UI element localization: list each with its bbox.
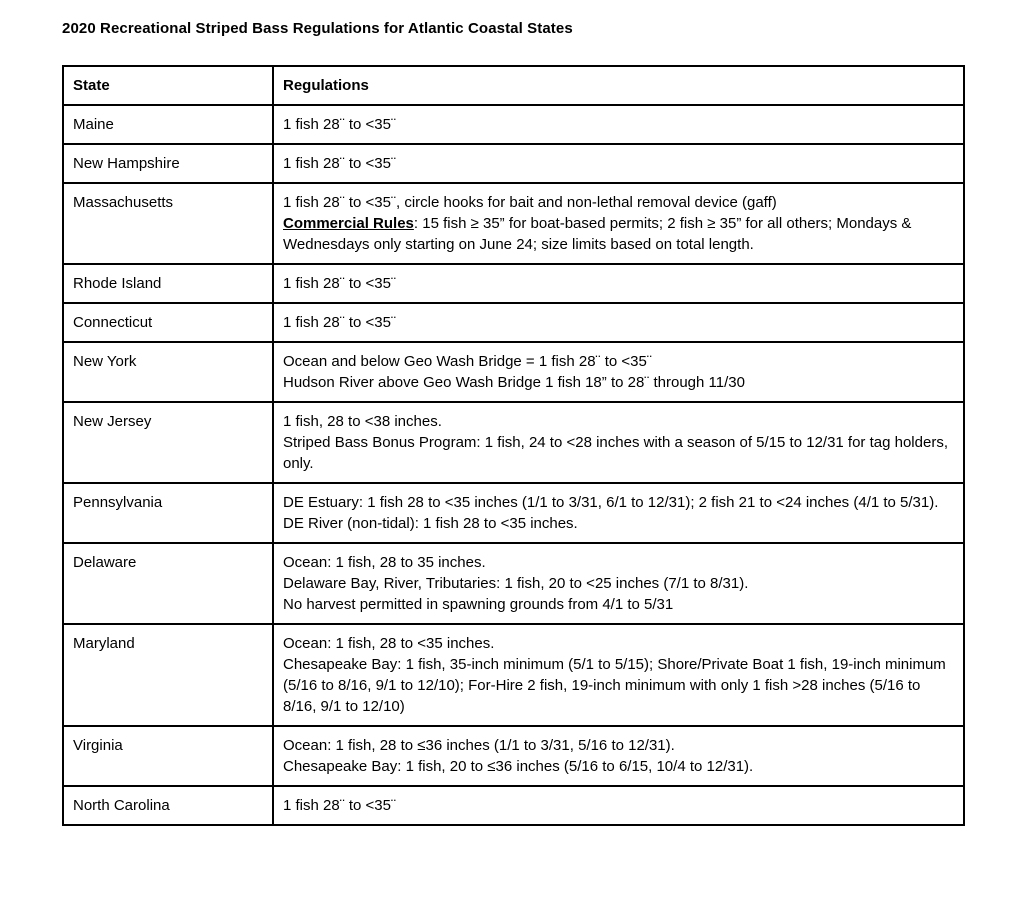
- regulation-text: Hudson River above Geo Wash Bridge 1 fish 18” to 28¨ through 11/30: [283, 374, 745, 391]
- table-row: [63, 543, 964, 624]
- table-row: [63, 342, 964, 402]
- regulations-cell: [273, 786, 964, 825]
- state-cell: Maryland: [63, 624, 273, 726]
- regulation-text: 1 fish 28¨ to <35¨: [283, 314, 396, 331]
- regulation-text: Ocean: 1 fish, 28 to 35 inches.: [283, 554, 486, 571]
- regulations-cell: [273, 144, 964, 183]
- table-row: [63, 303, 964, 342]
- table-row: [63, 786, 964, 825]
- regulation-text: 1 fish 28¨ to <35¨: [283, 275, 396, 292]
- regulation-line: [283, 573, 953, 594]
- regulation-text: Ocean: 1 fish, 28 to <35 inches.: [283, 635, 495, 652]
- regulations-cell: [273, 726, 964, 786]
- regulations-cell: [273, 543, 964, 624]
- regulation-text: 1 fish 28¨ to <35¨: [283, 116, 396, 133]
- regulations-cell: [273, 483, 964, 543]
- table-row: [63, 726, 964, 786]
- regulations-cell: [273, 342, 964, 402]
- regulation-line: [283, 432, 953, 474]
- regulation-text: Delaware Bay, River, Tributaries: 1 fish, 20 to <25 inches (7/1 to 8/31).: [283, 575, 749, 592]
- table-row: [63, 483, 964, 543]
- state-cell: Massachusetts: [63, 183, 273, 264]
- regulation-text: 1 fish 28¨ to <35¨: [283, 155, 396, 172]
- state-cell: Maine: [63, 105, 273, 144]
- header-regulations: Regulations: [273, 66, 964, 105]
- regulation-text: 1 fish 28¨ to <35¨: [283, 797, 396, 814]
- regulation-line: [283, 411, 953, 432]
- table-row: [63, 144, 964, 183]
- state-cell: North Carolina: [63, 786, 273, 825]
- table-row: [63, 624, 964, 726]
- regulation-text: No harvest permitted in spawning grounds from 4/1 to 5/31: [283, 596, 674, 613]
- regulation-line: [283, 153, 953, 174]
- regulations-cell: [273, 402, 964, 483]
- regulation-text: Ocean: 1 fish, 28 to ≤36 inches (1/1 to 3/31, 5/16 to 12/31).: [283, 737, 675, 754]
- regulation-line: [283, 594, 953, 615]
- regulation-line: [283, 192, 953, 213]
- regulation-line: [283, 513, 953, 534]
- regulation-line: [283, 114, 953, 135]
- regulation-text: DE Estuary: 1 fish 28 to <35 inches (1/1 to 3/31, 6/1 to 12/31); 2 fish 21 to <24 inches (4/1 to 5/31).: [283, 494, 939, 511]
- regulation-line: [283, 795, 953, 816]
- state-cell: Pennsylvania: [63, 483, 273, 543]
- state-cell: Connecticut: [63, 303, 273, 342]
- regulation-line: [283, 756, 953, 777]
- regulation-line: [283, 273, 953, 294]
- table-header-row: [63, 66, 964, 105]
- table-row: [63, 264, 964, 303]
- regulations-cell: [273, 105, 964, 144]
- table-row: [63, 183, 964, 264]
- regulation-line: [283, 213, 953, 255]
- table-row: [63, 105, 964, 144]
- regulation-text: 1 fish, 28 to <38 inches.: [283, 413, 442, 430]
- state-cell: Delaware: [63, 543, 273, 624]
- regulation-line: [283, 351, 953, 372]
- regulation-text: Ocean and below Geo Wash Bridge = 1 fish 28¨ to <35¨: [283, 353, 652, 370]
- regulations-table: [62, 65, 965, 826]
- regulations-cell: [273, 264, 964, 303]
- regulation-line: [283, 552, 953, 573]
- regulation-text: Chesapeake Bay: 1 fish, 35-inch minimum (5/1 to 5/15); Shore/Private Boat 1 fish, 19-inch minimum (5/16 to 8/16, 9/1 to 12/10); For-Hire 2 fish, 19-inch minimum with only 1 fish >28 inches (5/16 to 8/16, 9/1 to 12/10): [283, 656, 946, 715]
- regulation-line: [283, 312, 953, 333]
- regulations-cell: [273, 303, 964, 342]
- regulation-text: 1 fish 28¨ to <35¨, circle hooks for bait and non-lethal removal device (gaff): [283, 194, 777, 211]
- regulation-text: Commercial Rules: [283, 215, 414, 232]
- state-cell: New Hampshire: [63, 144, 273, 183]
- regulations-cell: [273, 624, 964, 726]
- regulation-text: Chesapeake Bay: 1 fish, 20 to ≤36 inches (5/16 to 6/15, 10/4 to 12/31).: [283, 758, 754, 775]
- header-state: State: [63, 66, 273, 105]
- state-cell: Virginia: [63, 726, 273, 786]
- regulation-text: DE River (non-tidal): 1 fish 28 to <35 inches.: [283, 515, 578, 532]
- state-cell: New Jersey: [63, 402, 273, 483]
- regulations-cell: [273, 183, 964, 264]
- state-cell: Rhode Island: [63, 264, 273, 303]
- state-cell: New York: [63, 342, 273, 402]
- regulation-line: [283, 735, 953, 756]
- regulation-line: [283, 372, 953, 393]
- table-row: [63, 402, 964, 483]
- page-title: 2020 Recreational Striped Bass Regulations for Atlantic Coastal States: [62, 20, 573, 37]
- regulation-line: [283, 633, 953, 654]
- table-body: [63, 105, 964, 825]
- regulation-text: : 15 fish ≥ 35” for boat-based permits; 2 fish ≥ 35” for all others; Mondays & Wednesdays only starting on June 24; size limits based on total length.: [283, 215, 912, 253]
- regulation-line: [283, 492, 953, 513]
- regulation-line: [283, 654, 953, 717]
- regulation-text: Striped Bass Bonus Program: 1 fish, 24 to <28 inches with a season of 5/15 to 12/31 for tag holders, only.: [283, 434, 948, 472]
